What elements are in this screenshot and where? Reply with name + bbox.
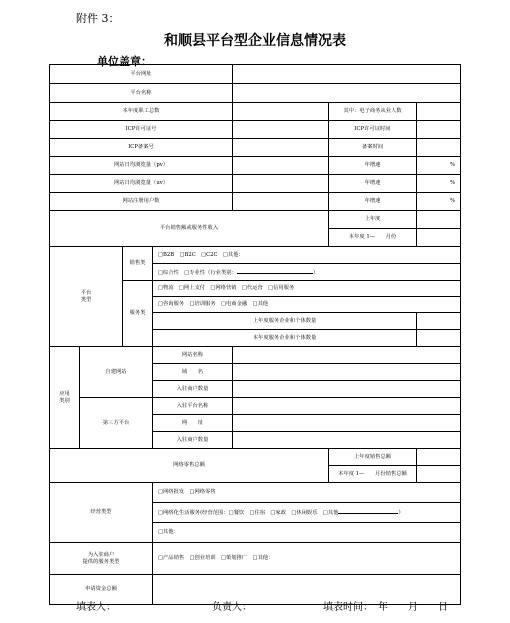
retail-last-year-field[interactable] (417, 449, 461, 466)
pv-growth-field[interactable]: % (417, 157, 461, 175)
platform-url-label: 平台网址 (50, 65, 233, 84)
business-options-row2[interactable] (153, 503, 461, 523)
daily-uv-field[interactable] (233, 175, 329, 193)
revenue-this-year-field[interactable] (417, 229, 461, 247)
service-this-year-count-field[interactable] (417, 330, 461, 347)
unit-seal-label: 单位盖章： (97, 55, 152, 68)
table-row (50, 483, 461, 503)
document-title: 和顺县平台型企业信息情况表 (164, 33, 346, 49)
revenue-last-year-label: 上年度 (329, 211, 417, 229)
table-row (50, 211, 461, 229)
industry-category-underline[interactable] (237, 268, 313, 274)
sales-scope-options[interactable] (153, 264, 461, 281)
year-employees-label: 本年度职工总数 (50, 103, 233, 121)
icp-license-time-field[interactable] (417, 121, 461, 139)
table-row (50, 398, 461, 415)
table-row (50, 157, 461, 175)
ecommerce-staff-field[interactable] (417, 103, 461, 121)
platform-url-field[interactable] (233, 65, 461, 84)
icp-record-no-field[interactable] (233, 139, 329, 157)
own-site-label: 自建网站 (80, 347, 153, 398)
merchant-service-label: 为入驻商户 提供的服务类型 (50, 543, 153, 575)
sales-scope-prefix: □综合性 □专业性（行业类别： (158, 269, 237, 276)
merchant-service-options[interactable]: □产品销售 □创业培训 □策划推广 □其他： (153, 543, 461, 575)
business-type-label: 经营类型 (50, 483, 153, 543)
responsible-label: 负责人： (212, 602, 252, 613)
platform-type-label: 平台 类型 (50, 247, 123, 347)
daily-uv-label: 网站日均浏览量（uv） (50, 175, 233, 193)
third-party-name-field[interactable] (233, 398, 461, 415)
fill-time-label: 填表时间： 年 月 日 (323, 602, 448, 613)
table-row (50, 175, 461, 193)
retail-this-year-field[interactable] (417, 466, 461, 483)
third-party-label: 第三方平台 (80, 398, 153, 449)
table-row (50, 347, 461, 364)
third-party-url-field[interactable] (233, 415, 461, 432)
table-row (50, 84, 461, 103)
revenue-this-year-label: 本年度 1— 月份 (329, 229, 417, 247)
own-site-merchants-field[interactable] (233, 381, 461, 398)
table-row (50, 65, 461, 84)
third-party-merchants-field[interactable] (233, 432, 461, 449)
icp-license-no-label: ICP许可证号 (50, 121, 233, 139)
sales-type-label: 销售类 (123, 247, 153, 281)
own-site-domain-field[interactable] (233, 364, 461, 381)
third-party-url-label: 网 址 (153, 415, 233, 432)
revenue-label: 平台销售额或服务性收入 (50, 211, 329, 247)
annex-label: 附件 3： (76, 12, 120, 25)
service-this-year-count-label: 本年度服务企业和个体数量 (153, 330, 417, 347)
funding-total-label: 申请资金总额 (50, 575, 153, 605)
icp-record-no-label: ICP备案号 (50, 139, 233, 157)
table-row (50, 543, 461, 575)
retail-last-year-label: 上年度销售总额 (329, 449, 417, 466)
application-type-label: 应用 类别 (50, 347, 80, 449)
own-site-name-field[interactable] (233, 347, 461, 364)
own-site-merchants-label: 入驻商户数量 (153, 381, 233, 398)
uv-growth-field[interactable]: % (417, 175, 461, 193)
service-last-year-count-field[interactable] (417, 313, 461, 330)
daily-pv-label: 网站日均浏览量（pv） (50, 157, 233, 175)
service-options-row2[interactable]: □咨询服务 □培训服务 □电商金融 □其他 (153, 297, 461, 313)
users-growth-label: 年增速 (329, 193, 417, 211)
daily-pv-field[interactable] (233, 157, 329, 175)
third-party-merchants-label: 入驻商户数量 (153, 432, 233, 449)
sales-model-options[interactable]: □B2B □B2C □C2C □其他： (153, 247, 461, 264)
pv-growth-label: 年增速 (329, 157, 417, 175)
service-options-row1[interactable]: □物流 □网上支付 □网络营销 □代运营 □信用服务 (153, 281, 461, 297)
own-site-domain-label: 域 名 (153, 364, 233, 381)
icp-license-no-field[interactable] (233, 121, 329, 139)
platform-info-form (49, 64, 461, 605)
sales-scope-suffix: ） (312, 269, 319, 276)
table-row (50, 139, 461, 157)
platform-name-field[interactable] (233, 84, 461, 103)
business-scope-prefix: □网络化生活服务(经营范围：□餐饮 □住宿 □家政 □休闲娱乐 □其他 (158, 510, 339, 517)
business-other-underline[interactable] (338, 508, 398, 514)
users-growth-field[interactable]: % (417, 193, 461, 211)
platform-name-label: 平台名称 (50, 84, 233, 103)
business-options-row1[interactable]: □网络批发 □网络零售 (153, 483, 461, 503)
year-employees-field[interactable] (233, 103, 329, 121)
table-row (50, 121, 461, 139)
record-time-label: 备案时间 (329, 139, 417, 157)
retail-total-label: 网络零售总额 (50, 449, 329, 483)
revenue-last-year-field[interactable] (417, 211, 461, 229)
registered-users-field[interactable] (233, 193, 329, 211)
service-last-year-count-label: 上年度服务企业和个体数量 (153, 313, 417, 330)
registered-users-label: 网站注册用户数 (50, 193, 233, 211)
table-row (50, 103, 461, 121)
table-row (50, 247, 461, 264)
ecommerce-staff-label: 其中：电子商务从业人数 (329, 103, 417, 121)
icp-license-time-label: ICP许可证时间 (329, 121, 417, 139)
record-time-field[interactable] (417, 139, 461, 157)
business-scope-suffix: ） (398, 510, 404, 517)
third-party-name-label: 入驻平台名称 (153, 398, 233, 415)
retail-this-year-label: 本年度 1— 月份销售总额 (329, 466, 417, 483)
table-row (50, 193, 461, 211)
filler-label: 填表人： (76, 602, 116, 613)
uv-growth-label: 年增速 (329, 175, 417, 193)
business-options-row3[interactable]: □其他： (153, 523, 461, 543)
table-row (50, 449, 461, 466)
service-type-label: 服务类 (123, 281, 153, 347)
own-site-name-label: 网站名称 (153, 347, 233, 364)
